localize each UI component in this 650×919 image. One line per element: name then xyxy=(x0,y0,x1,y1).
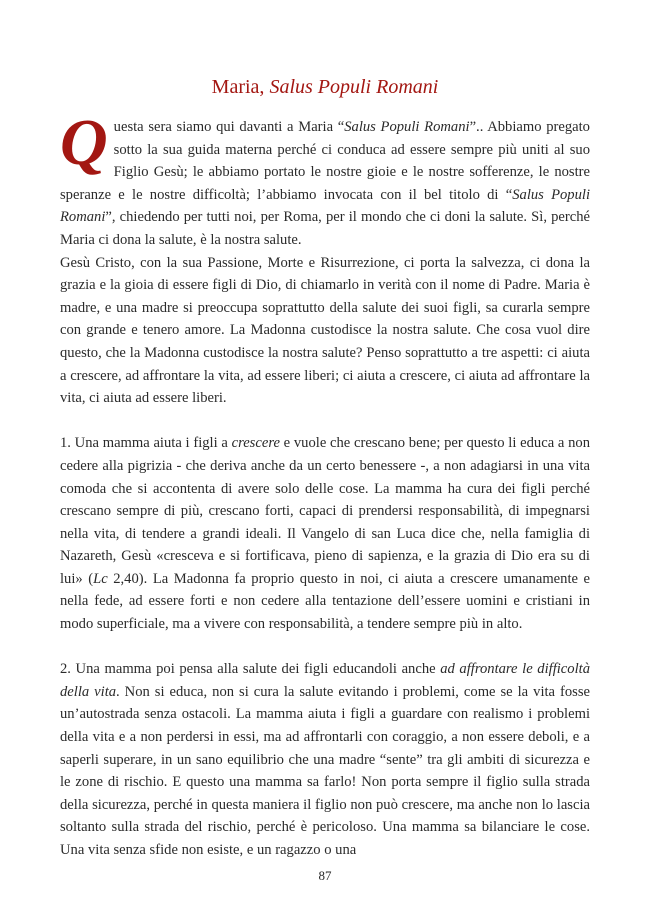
section1-italic: Lc xyxy=(93,570,108,587)
book-page xyxy=(60,0,590,919)
paragraph-gap xyxy=(60,410,590,433)
section1-text: 1. Una mamma aiuta i figli a xyxy=(60,435,232,452)
page-number: 87 xyxy=(318,868,332,883)
intro-text: ”, chiedendo per tutti noi, per Roma, per il mondo che ci doni la salute. Sì, perché Maria ci dona la salute, è la nostra salute. xyxy=(60,209,590,248)
title-italic: Salus Populi Romani xyxy=(269,76,439,98)
intro-text: ”.. Abbiamo pregato sotto la sua guida materna perché ci conduca ad essere sempre più uniti al suo Figlio Gesù; le abbiamo portato le nostre gioie e le nostre sofferenze, le nostre speranze e le nostre difficoltà; l’abbiamo invocata con il bel titolo di “ xyxy=(60,119,590,203)
paragraph-second: Gesù Cristo, con la sua Passione, Morte e Risurrezione, ci porta la salvezza, ci dona la grazia e la gioia di essere figli di Dio, di chiamarlo in verità con il nome di Padre. Maria è madre, e una madre si preoccupa soprattutto della salute dei suoi figli, sa curarla sempre con grande e tenero amore. La Madonna custodisce la nostra salute. Che cosa vuol dire questo, che la Madonna custodisce la nostra salute? Penso soprattutto a tre aspetti: ci aiuta a crescere, ad affrontare la vita, ad essere liberi; ci aiuta a crescere, ci aiuta ad affrontare la vita, ci aiuta ad essere liberi. xyxy=(60,254,590,407)
section1-italic: crescere xyxy=(231,435,280,452)
paragraph-section-2 xyxy=(60,658,590,861)
intro-italic: Salus Populi Romani xyxy=(60,186,591,226)
paragraph-section-1 xyxy=(60,432,590,635)
section1-text: e vuole che crescano bene; per questo li educa a non cedere alla pigrizia - che deriva anche da un certo benessere -, a non adagiarsi in una vita comoda che si accontenta di avere solo delle cose. La mamma ha cura dei figli perché crescano sempre di più, crescano forti, capaci di prendersi responsabilità, di impegnarsi nella vita, di tendere a grandi ideali. Il Vangelo di san Luca dice che, nella famiglia di Nazareth, Gesù «cresceva e si fortificava, pieno di sapienza, e la grazia di Dio era su di lui» ( xyxy=(60,435,590,587)
section1-text: 2,40). La Madonna fa proprio questo in noi, ci aiuta a crescere umanamente e nella fede, ad essere forti e non cedere alla tentazione dell’essere uomini e cristiani in modo superficiale, ma a vivere con responsabilità, a tendere sempre più in alto. xyxy=(60,570,590,633)
page-title xyxy=(60,76,590,99)
section2-text: . Non si educa, non si cura la salute evitando i problemi, come se la vita fosse un’autostrada senza ostacoli. La mamma aiuta i figli a guardare con realismo i problemi della vita e a non perdersi in essi, ma ad affrontarli con coraggio, a non essere deboli, e a saperli superare, in un sano equilibrio che una madre “sente” tra gli ambiti di sicurezza e le zone di rischio. E questo una mamma sa farlo! Non porta sempre il figlio sulla strada della sicurezza, perché in questa maniera il figlio non può crescere, ma anche non lo lascia soltanto sulla strada del rischio, perché è pericoloso. Una mamma sa bilanciare le cose. Una vita senza sfide non esiste, e un ragazzo o una xyxy=(60,683,590,858)
intro-text: uesta sera siamo qui davanti a Maria “ xyxy=(113,119,345,135)
intro-italic: Salus Populi Romani xyxy=(344,119,470,135)
body-text xyxy=(60,106,591,862)
drop-cap: Q xyxy=(60,106,108,179)
section2-text: 2. Una mamma poi pensa alla salute dei figli educandoli anche xyxy=(60,661,441,678)
paragraph-intro xyxy=(60,106,591,252)
paragraph-gap xyxy=(60,636,590,659)
title-prefix: Maria, xyxy=(211,76,270,98)
section2-italic: ad affrontare le difficoltà della vita xyxy=(60,661,590,700)
